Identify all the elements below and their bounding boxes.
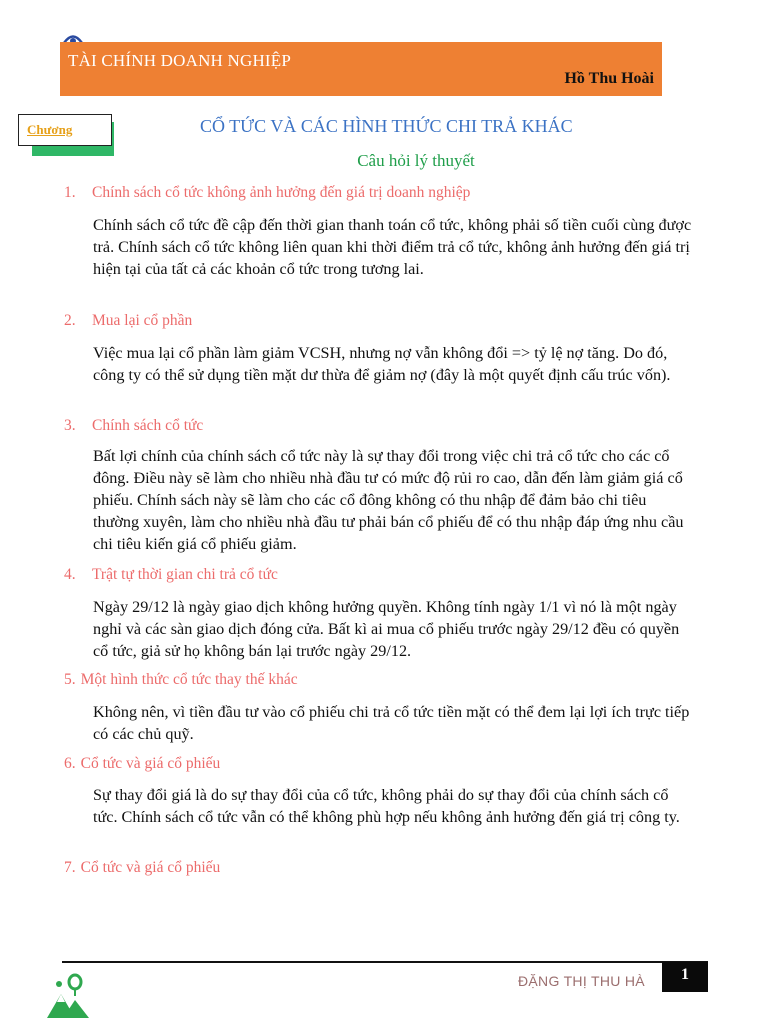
header-author: Hồ Thu Hoài bbox=[564, 70, 654, 87]
question-heading bbox=[64, 312, 192, 330]
answer-paragraph: Bất lợi chính của chính sách cổ tức này là sự thay đổi trong việc chi trả cổ tức cho các cổ đông. Điều này sẽ làm cho nhiều nhà đầu tư có mức độ rủi ro cao, dẫn đến làm giảm giá cổ phiếu. Chính sách này sẽ làm cho các cổ đông không có thu nhập để đảm bảo chi tiêu thường xuyên, làm cho nhiều nhà đầu tư phải bán cổ phiếu để có thu nhập đáp ứng nhu cầu chi tiêu kiến giá cổ phiếu giảm. bbox=[93, 447, 684, 553]
answer-paragraph: Việc mua lại cổ phần làm giảm VCSH, nhưng nợ vẫn không đổi => tỷ lệ nợ tăng. Do đó, công ty có thể sử dụng tiền mặt dư thừa để giảm nợ (đây là một quyết định cấu trúc vốn). bbox=[93, 344, 671, 384]
page-number: 1 bbox=[662, 962, 708, 992]
chapter-label: Chương bbox=[27, 122, 73, 137]
question-title: Chính sách cổ tức bbox=[92, 417, 204, 434]
question-title: Trật tự thời gian chi trả cổ tức bbox=[92, 566, 278, 583]
question-title: Chính sách cổ tức không ảnh hưởng đến giá trị doanh nghiệp bbox=[92, 184, 471, 201]
footer-author-name: ĐẶNG THỊ THU HÀ bbox=[518, 973, 645, 989]
question-heading bbox=[64, 417, 203, 435]
question-number: 7. bbox=[64, 859, 76, 876]
answer-paragraph: Chính sách cổ tức đề cập đến thời gian thanh toán cổ tức, không phải số tiền cuối cùng được trả. Chính sách cổ tức không liên quan khi thời điểm trả cổ tức, không ảnh hưởng đến giá trị hiện tại của tất cả các khoản cổ tức trong tương lai. bbox=[93, 216, 692, 278]
header-title: TÀI CHÍNH DOANH NGHIỆP bbox=[68, 51, 292, 70]
question-title: Cổ tức và giá cổ phiếu bbox=[80, 859, 221, 876]
mountain-balloon-logo-icon bbox=[45, 972, 91, 1020]
header-banner bbox=[60, 42, 662, 96]
question-heading bbox=[64, 184, 470, 202]
question-heading bbox=[64, 566, 278, 584]
footer-divider bbox=[62, 961, 708, 963]
question-title: Cổ tức và giá cổ phiếu bbox=[80, 755, 221, 772]
answer-paragraph: Không nên, vì tiền đầu tư vào cổ phiếu chi trả cổ tức tiền mặt có thể đem lại lợi ích trực tiếp có các chủ quỹ. bbox=[93, 703, 690, 743]
chapter-badge-box bbox=[18, 114, 112, 146]
question-title: Mua lại cổ phần bbox=[92, 312, 193, 329]
question-number: 3. bbox=[64, 417, 76, 434]
question-number: 1. bbox=[64, 184, 76, 201]
question-heading bbox=[64, 671, 298, 689]
question-title: Một hình thức cổ tức thay thế khác bbox=[80, 671, 298, 688]
document-title: CỔ TỨC VÀ CÁC HÌNH THỨC CHI TRẢ KHÁC bbox=[200, 116, 573, 136]
answer-paragraph: Ngày 29/12 là ngày giao dịch không hưởng quyền. Không tính ngày 1/1 vì nó là một ngày nghỉ và các sàn giao dịch đóng cửa. Bất kì ai mua cổ phiếu trước ngày 29/12 đều có quyền cổ tức, giả sử họ không bán lại trước ngày 29/12. bbox=[93, 598, 680, 660]
answer-paragraph: Sự thay đổi giá là do sự thay đổi của cổ tức, không phải do sự thay đổi của chính sách cổ tức. Chính sách cổ tức vẫn có thể không phù hợp nếu không ảnh hưởng đến giá trị công ty. bbox=[93, 786, 680, 826]
question-heading bbox=[64, 755, 220, 773]
question-number: 6. bbox=[64, 755, 76, 772]
question-number: 4. bbox=[64, 566, 76, 583]
question-number: 2. bbox=[64, 312, 76, 329]
question-number: 5. bbox=[64, 671, 76, 688]
document-subtitle: Câu hỏi lý thuyết bbox=[357, 151, 475, 170]
question-heading bbox=[64, 859, 220, 877]
